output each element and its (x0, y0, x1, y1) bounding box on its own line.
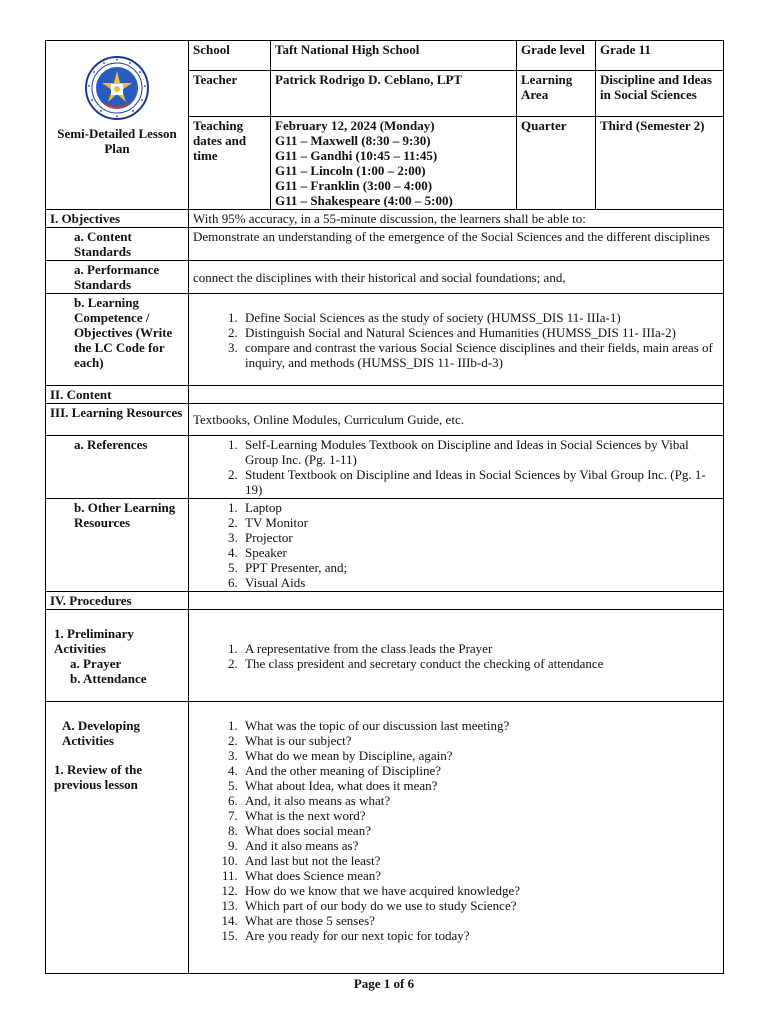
dates-line: G11 – Gandhi (10:45 – 11:45) (275, 148, 438, 163)
list-item: 1. Self-Learning Modules Textbook on Discipline and Ideas in Social Sciences by Vibal Group Inc. (Pg. 1-11) (241, 437, 719, 467)
list-item: 9. And it also means as? (241, 838, 719, 853)
quarter-label: Quarter (517, 117, 596, 210)
header-logo-cell (46, 41, 189, 210)
list-item: 3. compare and contrast the various Social Science disciplines and their fields, main areas of inquiry, and methods (HUMSS_DIS 11- IIIb-d-3) (241, 340, 719, 370)
teacher-label: Teacher (189, 71, 271, 117)
list-item: 15. Are you ready for our next topic for today? (241, 928, 719, 943)
list-item: 10. And last but not the least? (241, 853, 719, 868)
references-label: a. References (46, 436, 189, 499)
list-item: 2. Distinguish Social and Natural Sciences and Humanities (HUMSS_DIS 11- IIIa-2) (241, 325, 719, 340)
list-item: 7. What is the next word? (241, 808, 719, 823)
dates-line: G11 – Shakespeare (4:00 – 5:00) (275, 193, 453, 208)
other-resources-list (189, 499, 724, 592)
learning-competence-label: b. Learning Competence / Objectives (Write the LC Code for each) (46, 294, 189, 386)
dates-line: G11 – Franklin (3:00 – 4:00) (275, 178, 433, 193)
list-item: 13. Which part of our body do we use to study Science? (241, 898, 719, 913)
developing-heading: A. Developing Activities (62, 718, 140, 748)
school-value: Taft National High School (271, 41, 517, 71)
review-questions-list (189, 702, 724, 974)
list-item: 5. PPT Presenter, and; (241, 560, 719, 575)
lesson-plan-table (45, 40, 724, 974)
list-item: 6. Visual Aids (241, 575, 719, 590)
list-item: 6. And, it also means as what? (241, 793, 719, 808)
attendance-heading: b. Attendance (70, 670, 147, 686)
page-number: Page 1 of 6 (353, 976, 415, 991)
dates-line: G11 – Maxwell (8:30 – 9:30) (275, 133, 431, 148)
references-list (189, 436, 724, 499)
performance-standards-text: connect the disciplines with their historical and social foundations; and, (189, 261, 724, 294)
quarter-value: Third (Semester 2) (596, 117, 724, 210)
dates-line: G11 – Lincoln (1:00 – 2:00) (275, 163, 426, 178)
list-item: 4. And the other meaning of Discipline? (241, 763, 719, 778)
other-resources-label: b. Other Learning Resources (46, 499, 189, 592)
developing-activities-label (46, 702, 189, 974)
content-text (189, 386, 724, 404)
grade-level-value: Grade 11 (596, 41, 724, 71)
list-item: 14. What are those 5 senses? (241, 913, 719, 928)
plan-title: Semi-Detailed Lesson Plan (57, 126, 177, 156)
objectives-label: I. Objectives (46, 210, 189, 228)
list-item: 11. What does Science mean? (241, 868, 719, 883)
dates-line: February 12, 2024 (Monday) (275, 118, 435, 133)
list-item: 1. Define Social Sciences as the study of society (HUMSS_DIS 11- IIIa-1) (241, 310, 719, 325)
list-item: 3. Projector (241, 530, 719, 545)
objectives-text: With 95% accuracy, in a 55-minute discussion, the learners shall be able to: (189, 210, 724, 228)
content-standards-text: Demonstrate an understanding of the emergence of the Social Sciences and the different disciplines (189, 228, 724, 261)
teaching-dates-value (271, 117, 517, 210)
preliminary-heading: 1. Preliminary Activities (54, 625, 134, 656)
list-item: 2. The class president and secretary conduct the checking of attendance (241, 656, 719, 671)
list-item: 8. What does social mean? (241, 823, 719, 838)
content-standards-label: a. Content Standards (46, 228, 189, 261)
learning-resources-text: Textbooks, Online Modules, Curriculum Guide, etc. (189, 404, 724, 436)
school-label: School (189, 41, 271, 71)
list-item: 2. TV Monitor (241, 515, 719, 530)
list-item: 2. Student Textbook on Discipline and Ideas in Social Sciences by Vibal Group Inc. (Pg. 1-19) (241, 467, 719, 497)
learning-area-label: Learning Area (517, 71, 596, 117)
list-item: 5. What about Idea, what does it mean? (241, 778, 719, 793)
list-item: 1. Laptop (241, 500, 719, 515)
procedures-label: IV. Procedures (46, 592, 189, 610)
list-item: 4. Speaker (241, 545, 719, 560)
deped-seal-icon (85, 56, 149, 120)
content-label: II. Content (46, 386, 189, 404)
grade-level-label: Grade level (517, 41, 596, 71)
teaching-dates-label: Teaching dates and time (189, 117, 271, 210)
preliminary-activities-list (189, 610, 724, 702)
learning-area-value: Discipline and Ideas in Social Sciences (596, 71, 724, 117)
learning-competence-list (189, 294, 724, 386)
list-item: 1. A representative from the class leads the Prayer (241, 641, 719, 656)
learning-resources-label: III. Learning Resources (46, 404, 189, 436)
list-item: 2. What is our subject? (241, 733, 719, 748)
preliminary-activities-label (46, 610, 189, 702)
performance-standards-label: a. Performance Standards (46, 261, 189, 294)
list-item: 1. What was the topic of our discussion last meeting? (241, 718, 719, 733)
list-item: 12. How do we know that we have acquired knowledge? (241, 883, 719, 898)
teacher-value: Patrick Rodrigo D. Ceblano, LPT (271, 71, 517, 117)
review-heading: 1. Review of the previous lesson (54, 762, 143, 792)
procedures-text (189, 592, 724, 610)
prayer-heading: a. Prayer (70, 655, 122, 671)
list-item: 3. What do we mean by Discipline, again? (241, 748, 719, 763)
